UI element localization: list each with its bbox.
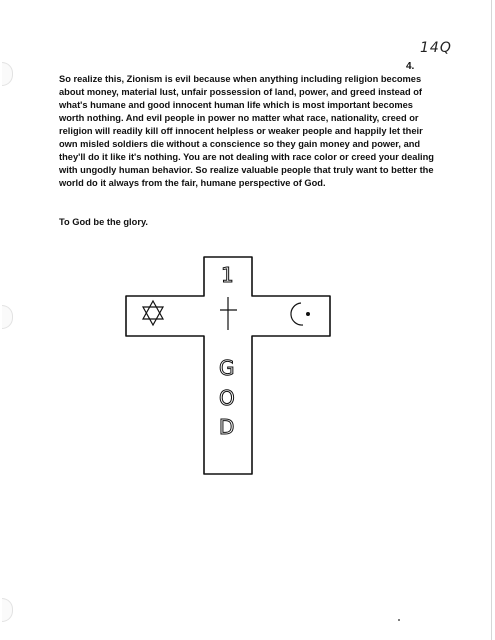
cross-letter-g: G: [219, 356, 235, 380]
handwritten-note: 14Q: [420, 40, 452, 56]
cross-letter-o: O: [219, 386, 235, 410]
cross-drawing: [118, 252, 338, 477]
cross-letter-one: 1: [221, 263, 234, 287]
scan-edge: [491, 0, 492, 640]
binder-hole-bottom: [2, 598, 13, 622]
cross-letter-d: D: [219, 415, 235, 439]
scan-speck: [398, 619, 400, 621]
body-paragraph: So realize this, Zionism is evil because when anything including religion becomes about money, material lust, unfair possession of land, power, and greed instead of what's humane and good innocent human life which is most important becomes worth nothing. And evil people in power no matter what race, nationality, creed or religion will readily kill off innocent helpless or weaker people and happily let their own misled soldiers die without a conscience so they gain money and power, and they'll do it like it's nothing. You are not dealing with race color or creed your dealing with ungodly human behavior. So realize valuable people that truly want to better the world do it always from the fair, humane perspective of God.: [59, 74, 434, 188]
page-number: 4.: [406, 61, 415, 72]
closing-line: To God be the glory.: [59, 217, 149, 227]
binder-hole-top: [2, 62, 13, 86]
binder-hole-middle: [2, 305, 13, 329]
